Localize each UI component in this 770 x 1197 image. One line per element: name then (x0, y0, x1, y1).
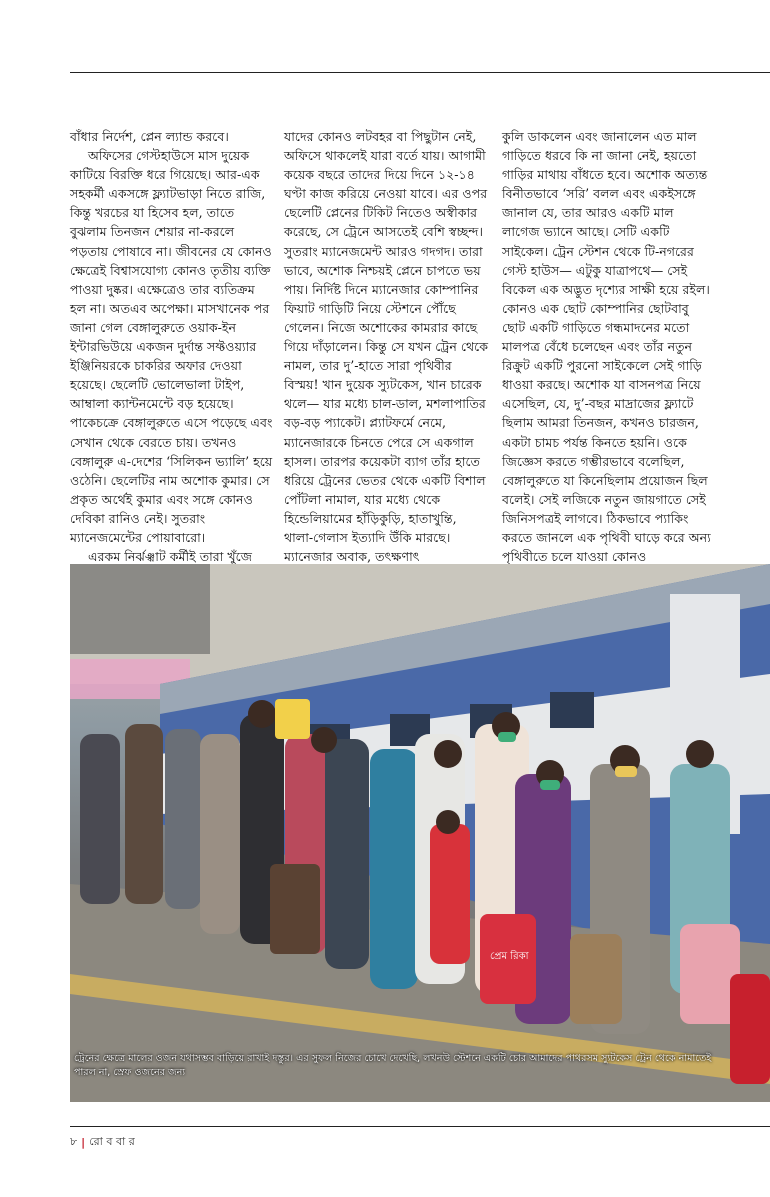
article-paragraph: অফিসের গেস্টহাউসে মাস দুয়েক কাটিয়ে বিরক্তি ধরে গিয়েছে। আর-এক সহকর্মী একসঙ্গে ফ্ল্যাটভাড়া নিতে রাজি, কিন্তু খরচের যা হিসেব হল, তাতে বুঝলাম তিনজন শেয়ার না-করলে পড়তায় পোষাবে না। জীবনের যে কোনও ক্ষেত্রেই বিশ্বাসযোগ্য কোনও তৃতীয় ব্যক্তি পাওয়া দুষ্কর। এক্ষেত্রেও তার ব্যতিক্রম হল না। অতএব অপেক্ষা। মাসখানেক পর জানা গেল বেঙ্গালুরুতে ওয়াক-ইন ইন্টারভিউয়ে একজন দুর্দান্ত সফ্টওয়্যার ইঞ্জিনিয়রকে চাকরির অফার দেওয়া হয়েছে। ছেলেটি ভোলেভালা টাইপ, আম্বালা ক্যান্টনমেন্টে বড় হয়েছে। পাকেচক্রে বেঙ্গালুরুতে এসে পড়েছে এবং সেখান থেকে বেরতে চায়। তখনও বেঙ্গালুরু এ-দেশের ‘সিলিকন ভ্যালি’ হয়ে ওঠেনি। ছেলেটির নাম অশোক কুমার। সে প্রকৃত অর্থেই কুমার এবং সঙ্গে কোনও দেবিকা রানিও নেই। সুতরাং ম্যানেজমেন্টের পোয়াবারো। (70, 148, 273, 545)
article-paragraph: কুলি ডাকলেন এবং জানালেন এত মাল গাড়িতে ধরবে কি না জানা নেই, হয়তো গাড়ির মাথায় বাঁধতে হবে। অশোক অত্যন্ত বিনীতভাবে ‘সরি’ বলল এবং একইসঙ্গে জানাল যে, তার আরও একটি মাল লাগেজ ভ্যানে আছে। সেটি একটি সাইকেল। ট্রেন স্টেশন থেকে টি-নগরের গেস্ট হাউস— এটুকু যাত্রাপথে— সেই বিকেল এক অদ্ভুত দৃশ্যের সাক্ষী হয়ে রইল। কোনও এক ছোট কোম্পানির ছোটবাবু ছোট একটি গাড়িতে গন্ধমাদনের মতো মালপত্র বেঁধে চলেছেন এবং তাঁর নতুন রিক্রুট একটি পুরনো সাইকেলে সেই গাড়ি ধাওয়া করছে। অশোক যা বাসনপত্র নিয়ে এসেছিল, যে, দু’-বছর মাদ্রাজের ফ্ল্যাটে ছিলাম আমরা তিনজন, কখনও চারজন, একটা চামচ পর্যন্ত কিনতে হয়নি। ওকে জিজ্ঞেস করতে গম্ভীরভাবে বলেছিল, বেঙ্গালুরুতে যা কিনেছিলাম প্রয়োজন ছিল বলেই। সেই লজিকে নতুন জায়গাতে সেই জিনিসপত্রই লাগবে। ঠিকভাবে প্যাকিং করতে জানলে এক পৃথিবী ঘাড়ে করে অন্য পৃথিবীতে চলে যাওয়া কোনও (502, 129, 711, 565)
header-rule (70, 72, 770, 73)
article-column-3 (502, 127, 714, 566)
article-paragraph: যাদের কোনও লটবহর বা পিছুটান নেই, অফিসে থাকলেই যারা বর্তে যায়। আগামী কয়েক বছরে তাদের দিয়ে দিনে ১২-১৪ ঘণ্টা কাজ করিয়ে নেওয়া যাবে। এর ওপর ছেলেটি প্লেনের টিকিট নিতেও অস্বীকার করেছে, সে ট্রেনে আসতেই বেশি স্বচ্ছন্দ। সুতরাং ম্যানেজমেন্ট আরও গদগদ। তারা ভাবে, অশোক নিশ্চয়ই প্লেনে চাপতে ভয় পায়। নির্দিষ্ট দিনে ম্যানেজার কোম্পানির ফিয়াট গাড়িটি নিয়ে স্টেশনে পৌঁছে গেলেন। নিজে অশোকের কামরার কাছে গিয়ে দাঁড়ালেন। কিন্তু সে যখন ট্রেন থেকে নামল, তার দু’-হাতে সারা পৃথিবীর বিস্ময়! খান দুয়েক স্যুটকেস, খান চারেক থলে— যার মধ্যে চাল-ডাল, মশলাপাতির বড়-বড় প্যাকেট। প্ল্যাটফর্মে নেমে, ম্যানেজারকে চিনতে পেরে সে একগাল হাসল। তারপর কয়েকটা ব্যাগ তাঁর হাতে ধরিয়ে ট্রেনের ভেতর থেকে একটি বিশাল পোঁটলা নামাল, যার মধ্যে থেকে হিন্ডেলিয়ামের হাঁড়িকুড়ি, হাতাখুন্তি, থালা-গেলাস ইত্যাদি উঁকি মারছে। ম্যানেজার অবাক, তৎক্ষণাৎ (284, 129, 488, 565)
article-paragraph: বাঁধার নির্দেশ, প্লেন ল্যান্ড করবে। (70, 129, 229, 144)
page-footer (70, 1133, 135, 1152)
footer-separator: | (81, 1136, 86, 1149)
footer-rule (70, 1126, 770, 1127)
bag-label: প্রেম রিকা (490, 951, 529, 962)
photo-caption: ট্রেনের ক্ষেত্রে মালের ওজন যথাসম্ভব বাড়িয়ে রাখাই দস্তুর। এর সুফল নিজের চোখে দেখেছি, লখনউ স্টেশনে একটি চোর আমাদের পাথরসম স্যুটকেস ট্রেন থেকে নামাতেই পারল না, স্রেফ ওজনের জন্য (74, 1053, 712, 1078)
article-column-1 (70, 127, 274, 585)
photo-illustration (70, 564, 770, 1102)
railway-platform-photo (70, 564, 770, 1102)
roof-structure (70, 564, 210, 654)
magazine-name: রো ব বা র (89, 1135, 135, 1148)
page-number: ৮ (70, 1135, 78, 1148)
article-column-2 (284, 127, 488, 566)
article-paragraph: এরকম নির্ঝঞ্ঝাট কর্মীই তারা খুঁজে (88, 549, 252, 565)
